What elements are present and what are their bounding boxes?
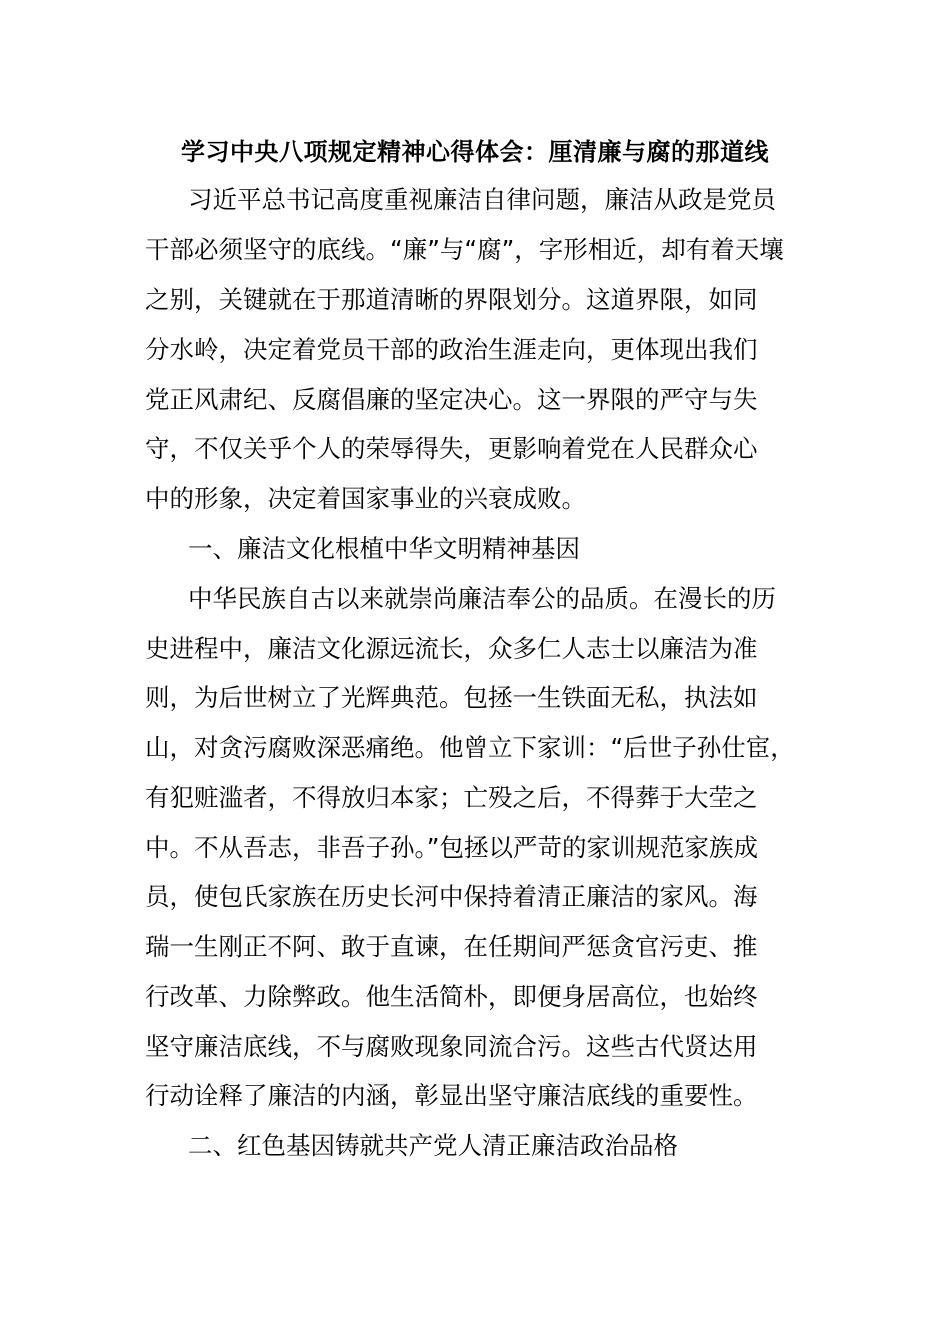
body-line: 有犯赃滥者，不得放归本家；亡殁之后，不得葬于大茔之 — [145, 783, 758, 812]
body-line: 分水岭，决定着党员干部的政治生涯走向，更体现出我们 — [145, 335, 758, 364]
body-line: 之别，关键就在于那道清晰的界限划分。这道界限，如同 — [145, 285, 758, 314]
body-line: 山，对贪污腐败深恶痛绝。他曾立下家训：“后世子孙仕宦， — [145, 733, 795, 762]
body-line: 中华民族自古以来就崇尚廉洁奉公的品质。在漫长的历 — [188, 584, 776, 613]
body-line: 行动诠释了廉洁的内涵，彰显出坚守廉洁底线的重要性。 — [145, 1081, 758, 1110]
section-heading: 二、红色基因铸就共产党人清正廉洁政治品格 — [188, 1131, 678, 1160]
document-title: 学习中央八项规定精神心得体会：厘清廉与腐的那道线 — [181, 138, 769, 166]
section-heading: 一、廉洁文化根植中华文明精神基因 — [188, 534, 580, 563]
body-line: 中的形象，决定着国家事业的兴衰成败。 — [145, 484, 586, 513]
body-line: 干部必须坚守的底线。“廉”与“腐”，字形相近，却有着天壤 — [145, 235, 784, 264]
body-line: 坚守廉洁底线，不与腐败现象同流合污。这些古代贤达用 — [145, 1032, 758, 1061]
body-line: 瑞一生刚正不阿、敢于直谏，在任期间严惩贪官污吏、推 — [145, 932, 758, 961]
body-line: 党正风肃纪、反腐倡廉的坚定决心。这一界限的严守与失 — [145, 385, 758, 414]
body-line: 史进程中，廉洁文化源远流长，众多仁人志士以廉洁为准 — [145, 634, 758, 663]
body-line: 员，使包氏家族在历史长河中保持着清正廉洁的家风。海 — [145, 882, 758, 911]
body-line: 中。不从吾志，非吾子孙。”包拯以严苛的家训规范家族成 — [145, 833, 758, 862]
body-line: 则，为后世树立了光辉典范。包拯一生铁面无私，执法如 — [145, 683, 758, 712]
body-line: 守，不仅关乎个人的荣辱得失，更影响着党在人民群众心 — [145, 434, 758, 463]
body-line: 行改革、力除弊政。他生活简朴，即便身居高位，也始终 — [145, 982, 758, 1011]
body-line: 习近平总书记高度重视廉洁自律问题，廉洁从政是党员 — [188, 185, 776, 214]
